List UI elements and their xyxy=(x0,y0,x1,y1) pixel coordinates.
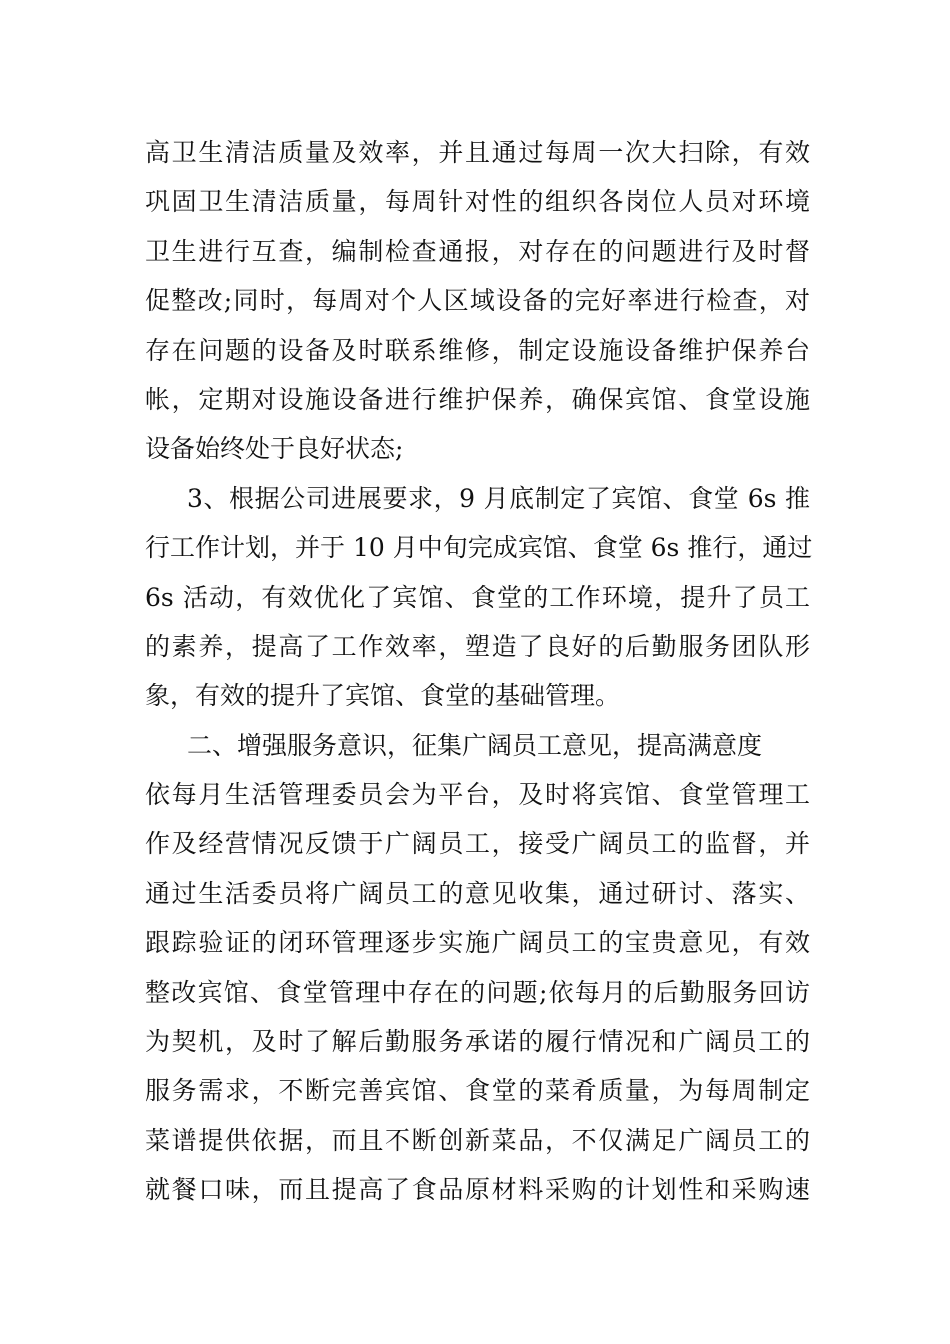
text-line: 服务需求，不断完善宾馆、食堂的菜肴质量，为每周制定 xyxy=(145,1076,810,1106)
text-line: 帐，定期对设施设备进行维护保养，确保宾馆、食堂设施 xyxy=(145,384,810,414)
text-line: 存在问题的设备及时联系维修，制定设施设备维护保养台 xyxy=(145,335,810,365)
paragraph xyxy=(145,770,810,1215)
text-line: 菜谱提供依据，而且不断创新菜品，不仅满足广阔员工的 xyxy=(145,1125,810,1155)
paragraph xyxy=(145,721,810,770)
paragraph xyxy=(145,128,810,474)
text-line: 作及经营情况反馈于广阔员工，接受广阔员工的监督，并 xyxy=(145,829,810,859)
text-line: 的素养，提高了工作效率，塑造了良好的后勤服务团队形 xyxy=(145,631,810,661)
text-line: 3、根据公司进展要求，9 月底制定了宾馆、食堂 6s 推 xyxy=(187,483,810,513)
text-line: 二、增强服务意识，征集广阔员工意见，提高满意度 xyxy=(187,730,763,760)
text-line: 依每月生活管理委员会为平台，及时将宾馆、食堂管理工 xyxy=(145,780,810,810)
text-line: 高卫生清洁质量及效率，并且通过每周一次大扫除，有效 xyxy=(145,138,810,167)
text-line: 象，有效的提升了宾馆、食堂的基础管理。 xyxy=(145,681,621,711)
text-line: 行工作计划，并于 10 月中旬完成宾馆、食堂 6s 推行，通过 xyxy=(145,533,813,563)
text-line: 巩固卫生清洁质量，每周针对性的组织各岗位人员对环境 xyxy=(145,187,810,217)
text-line: 6s 活动，有效优化了宾馆、食堂的工作环境，提升了员工 xyxy=(145,582,810,612)
paragraph xyxy=(145,474,813,721)
text-line: 促整改;同时，每周对个人区域设备的完好率进行检查，对 xyxy=(145,286,810,316)
text-line: 设备始终处于良好状态; xyxy=(145,434,404,464)
text-line: 整改宾馆、食堂管理中存在的问题;依每月的后勤服务回访 xyxy=(145,977,810,1007)
text-line: 通过生活委员将广阔员工的意见收集，通过研讨、落实、 xyxy=(145,878,810,908)
document-body xyxy=(145,128,813,1215)
text-line: 跟踪验证的闭环管理逐步实施广阔员工的宝贵意见，有效 xyxy=(145,928,810,958)
text-line: 卫生进行互查，编制检查通报，对存在的问题进行及时督 xyxy=(145,236,810,266)
text-line: 就餐口味，而且提高了食品原材料采购的计划性和采购速 xyxy=(145,1175,810,1205)
text-line: 为契机，及时了解后勤服务承诺的履行情况和广阔员工的 xyxy=(145,1027,810,1057)
